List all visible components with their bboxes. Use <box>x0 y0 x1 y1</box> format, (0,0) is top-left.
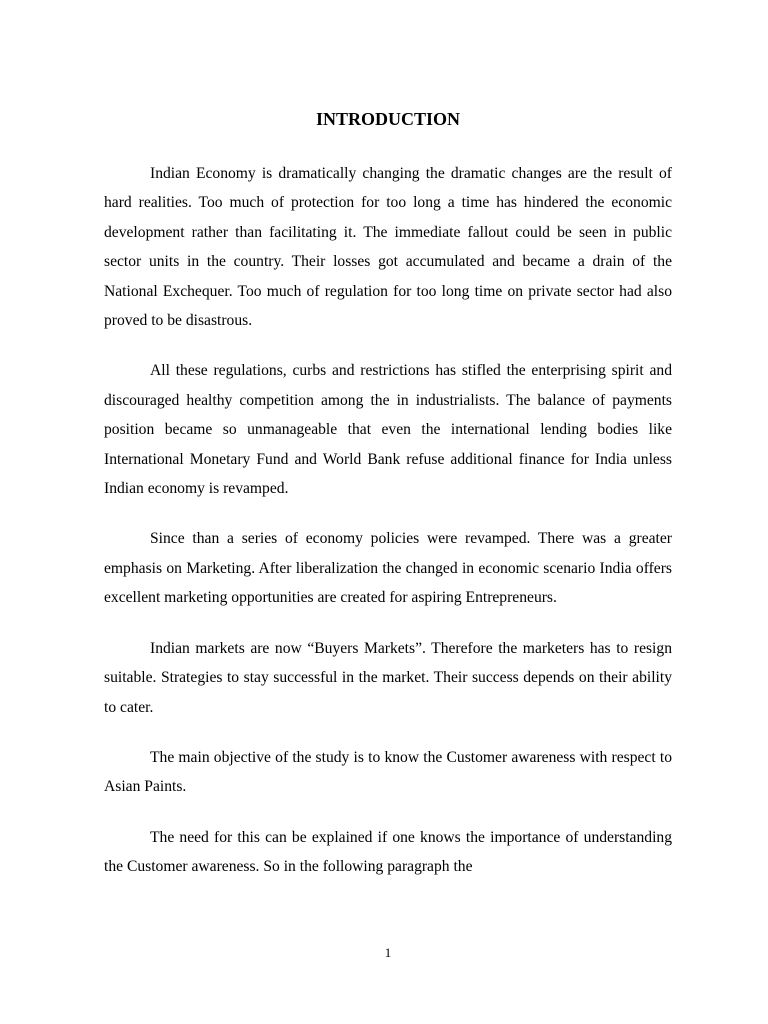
paragraph-1: Indian Economy is dramatically changing the dramatic changes are the result of hard realities. Too much of protection for too long a time has hindered the economic development rather than facilitating it. The immediate fallout could be seen in public sector units in the country. Their losses got accumulated and became a drain of the National Exchequer. Too much of regulation for too long time on private sector had also proved to be disastrous. <box>104 165 672 330</box>
body-text <box>104 159 672 903</box>
paragraph-2: All these regulations, curbs and restrictions has stifled the enterprising spirit and discouraged healthy competition among the in industrialists. The balance of payments position became so unmanageable that even the international lending bodies like International Monetary Fund and World Bank refuse additional finance for India unless Indian economy is revamped. <box>104 362 672 498</box>
page-title: INTRODUCTION <box>315 109 461 129</box>
paragraph-3: Since than a series of economy policies were revamped. There was a greater emphasis on Marketing. After liberalization the changed in economic scenario India offers excellent marketing opportunities are created for aspiring Entrepreneurs. <box>104 530 672 607</box>
paragraph-4: Indian markets are now “Buyers Markets”. Therefore the marketers has to resign suitable. Strategies to stay successful in the market. Their success depends on their ability to cater. <box>104 639 672 716</box>
paragraph-5: The main objective of the study is to know the Customer awareness with respect to Asian Paints. <box>104 748 672 796</box>
paragraph-6: The need for this can be explained if one knows the importance of understanding the Customer awareness. So in the following paragraph the <box>104 828 672 876</box>
page-number: 1 <box>384 945 392 960</box>
